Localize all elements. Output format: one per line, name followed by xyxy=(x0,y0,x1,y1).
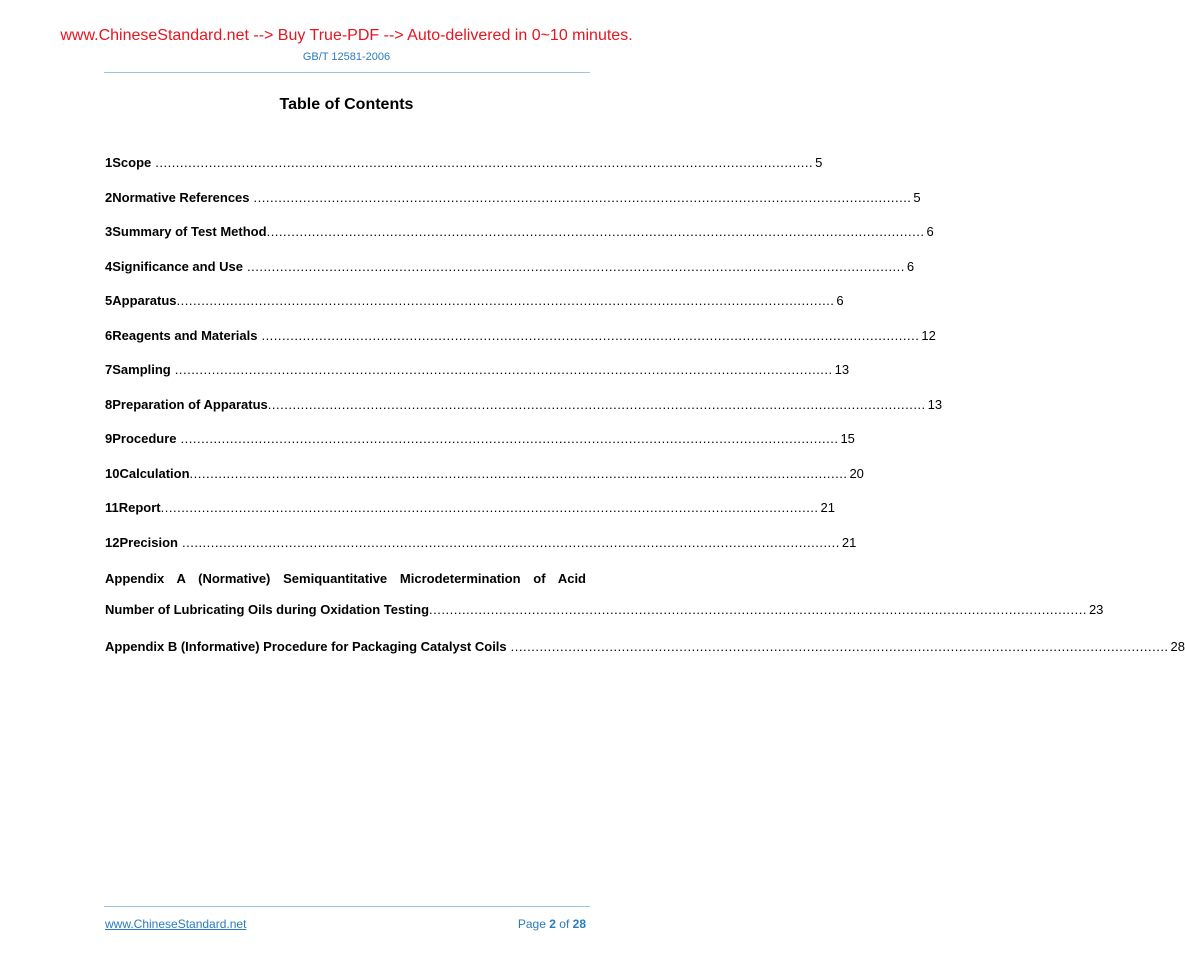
dot-leader: ................................................................................................................................................................ xyxy=(182,534,840,550)
page-indicator xyxy=(518,917,586,931)
toc-entry-scope[interactable] xyxy=(105,154,823,189)
toc-entry-label: Scope xyxy=(112,155,152,170)
footer-divider xyxy=(104,906,590,907)
toc-entry-apparatus[interactable] xyxy=(105,292,844,327)
dot-leader: ................................................................................................................................................................ xyxy=(261,327,920,343)
toc-entry-precision[interactable] xyxy=(105,534,857,569)
toc-entry-page: 20 xyxy=(849,465,864,481)
toc-entry-procedure[interactable] xyxy=(105,430,855,465)
appendix-a-title-line1: Appendix A (Normative) Semiquantitative Microdetermination of Acid xyxy=(105,571,586,586)
toc-entry-number: 2 xyxy=(105,189,113,205)
toc-entry-label: Procedure xyxy=(112,431,177,446)
page-current: 2 xyxy=(549,917,556,931)
toc-entry-reagents-and-materials[interactable] xyxy=(105,327,936,362)
toc-entry-sampling[interactable] xyxy=(105,361,850,396)
toc-entry-page: 6 xyxy=(926,224,934,239)
dot-leader: ................................................................................................................................................................ xyxy=(510,638,1169,654)
toc-entry-number: 4 xyxy=(105,258,113,274)
toc-entry-label: Sampling xyxy=(112,362,171,377)
toc-entry-label: Reagents and Materials xyxy=(112,327,258,343)
toc-entry-label: Preparation of Apparatus xyxy=(112,396,268,412)
toc-entry-number: 12 xyxy=(105,534,120,550)
toc-entry-page: 13 xyxy=(927,396,943,412)
toc-entry-number: 5 xyxy=(105,293,113,308)
page-total: 28 xyxy=(572,917,586,931)
appendix-a-title-line2: Number of Lubricating Oils during Oxidation Testing xyxy=(105,602,430,617)
dot-leader: ................................................................................................................................................................ xyxy=(174,362,833,377)
toc-entry-number: 10 xyxy=(105,465,120,481)
page-prefix: Page xyxy=(517,917,546,931)
toc-entry-number: 11 xyxy=(105,500,119,515)
toc-entry-number: 7 xyxy=(105,362,113,377)
toc-entry-page: 13 xyxy=(834,362,850,377)
toc-entry-label: Normative References xyxy=(112,189,250,205)
toc-entry-normative-references[interactable] xyxy=(105,189,921,224)
dot-leader: ................................................................................................................................................................ xyxy=(155,155,814,170)
toc-entry-preparation-of-apparatus[interactable] xyxy=(105,396,943,431)
dot-leader: ................................................................................................................................................................ xyxy=(160,500,819,515)
toc-entry-page: 23 xyxy=(1088,602,1104,617)
dot-leader: ................................................................................................................................................................ xyxy=(189,465,848,481)
toc-entry-page: 6 xyxy=(906,258,915,274)
toc-title: Table of Contents xyxy=(279,96,414,113)
dot-leader: ................................................................................................................................................................ xyxy=(176,293,835,308)
dot-leader: ................................................................................................................................................................ xyxy=(247,258,905,274)
toc-entry-significance-and-use[interactable] xyxy=(105,258,915,293)
toc-entry-page: 28 xyxy=(1170,638,1185,654)
toc-entry-report[interactable] xyxy=(105,499,835,534)
dot-leader: ................................................................................................................................................................ xyxy=(267,396,926,412)
toc-entry-page: 21 xyxy=(820,500,835,515)
header-divider xyxy=(104,72,590,73)
toc-entry-appendix-b[interactable] xyxy=(105,638,1185,673)
toc-entry-page: 12 xyxy=(921,327,936,343)
dot-leader: ................................................................................................................................................................ xyxy=(180,431,839,446)
dot-leader: ................................................................................................................................................................ xyxy=(253,189,912,205)
toc-entry-label: Apparatus xyxy=(112,293,177,308)
toc-entry-page: 6 xyxy=(836,293,844,308)
toc-entry-label: Report xyxy=(118,500,161,515)
appendix-b-title: Appendix B (Informative) Procedure for Packaging Catalyst Coils xyxy=(105,638,507,654)
toc-entry-label: Calculation xyxy=(119,465,190,481)
toc-entry-number: 9 xyxy=(105,431,113,446)
toc-entry-label: Precision xyxy=(119,534,178,550)
promo-banner[interactable]: www.ChineseStandard.net --> Buy True-PDF --> Auto-delivered in 0~10 minutes. xyxy=(60,27,633,44)
toc-entry-page: 5 xyxy=(913,189,921,205)
page-of: of xyxy=(559,917,570,931)
toc-entry-number: 6 xyxy=(105,327,113,343)
toc-entry-label: Significance and Use xyxy=(112,258,243,274)
table-of-contents xyxy=(105,154,1185,672)
toc-entry-number: 8 xyxy=(105,396,113,412)
toc-entry-calculation[interactable] xyxy=(105,465,864,500)
toc-entry-number: 3 xyxy=(105,224,113,239)
document-id: GB/T 12581-2006 xyxy=(302,51,391,63)
toc-entry-label: Summary of Test Method xyxy=(112,224,267,239)
footer-website-link[interactable]: www.ChineseStandard.net xyxy=(105,917,247,931)
toc-entry-page: 5 xyxy=(815,155,823,170)
toc-entry-summary-of-test-method[interactable] xyxy=(105,223,934,258)
dot-leader: ................................................................................................................................................................ xyxy=(429,602,1087,617)
toc-entry-page: 21 xyxy=(841,534,857,550)
toc-entry-number: 1 xyxy=(105,155,113,170)
appendix-a-title-line2-row xyxy=(105,601,1104,636)
toc-entry-page: 15 xyxy=(840,431,855,446)
toc-entry-appendix-a[interactable] xyxy=(105,570,1104,636)
dot-leader: ................................................................................................................................................................ xyxy=(266,224,925,239)
